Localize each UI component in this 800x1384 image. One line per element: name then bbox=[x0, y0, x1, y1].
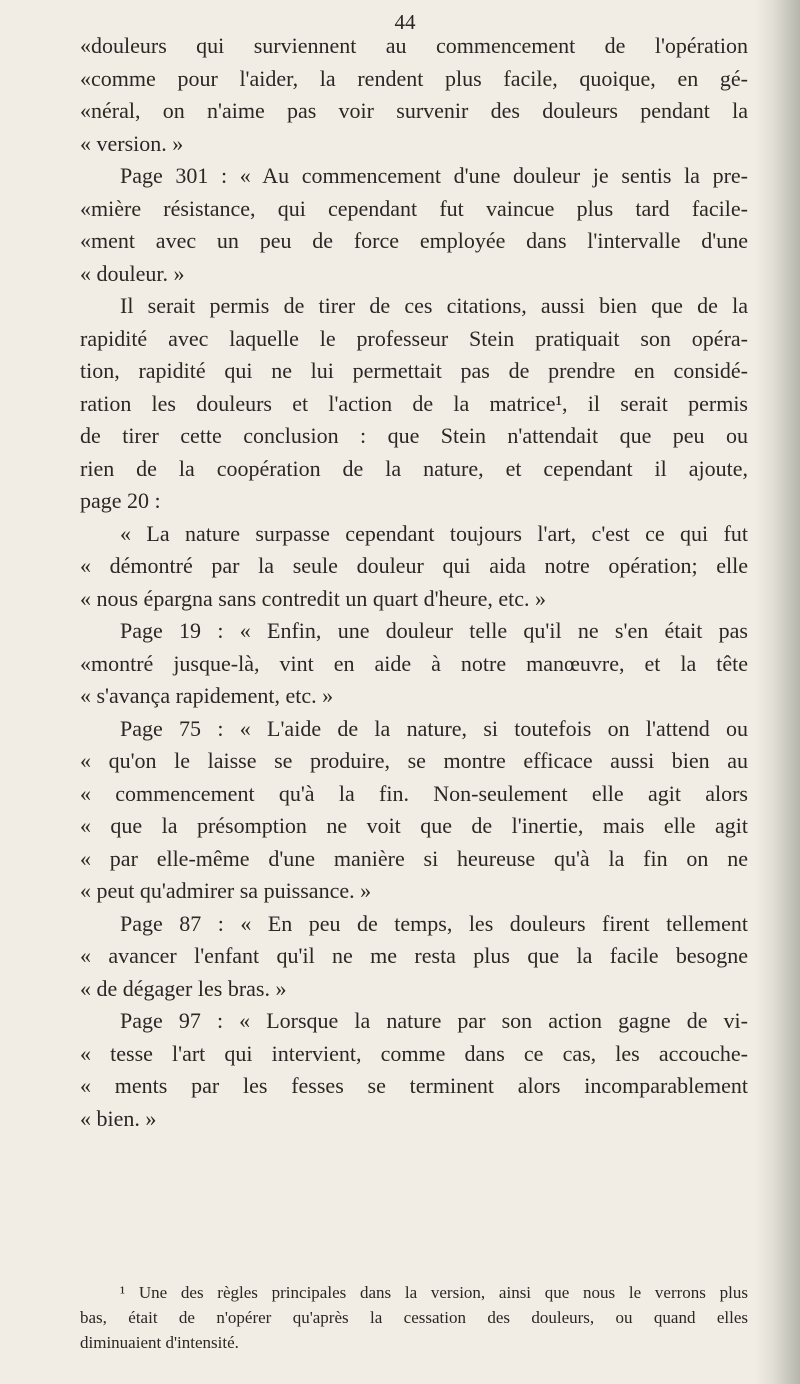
text-line: rien de la coopération de la nature, et cependant il ajoute, bbox=[80, 455, 748, 481]
text-line: de tirer cette conclusion : que Stein n'attendait que peu ou bbox=[80, 423, 748, 448]
text-line: « tesse l'art qui intervient, comme dans ce cas, les accouche- bbox=[80, 1040, 748, 1066]
text-line: « avancer l'enfant qu'il ne me resta plus que la facile besogne bbox=[80, 943, 748, 968]
text-line: page 20 : bbox=[80, 488, 161, 513]
text-line: «mière résistance, qui cependant fut vaincue plus tard facile- bbox=[80, 195, 748, 221]
text-line: tion, rapidité qui ne lui permettait pas de prendre en considé- bbox=[80, 358, 748, 383]
text-line: « douleur. » bbox=[80, 260, 185, 286]
text-line: «montré jusque-là, vint en aide à notre manœuvre, et la tête bbox=[80, 650, 748, 676]
text-line: «douleurs qui surviennent au commencement de l'opération bbox=[80, 33, 748, 58]
page-number: 44 bbox=[394, 10, 416, 34]
text-line: « que la présomption ne voit que de l'inertie, mais elle agit bbox=[80, 813, 748, 838]
text-line: « version. » bbox=[80, 130, 184, 156]
text-line: « de dégager les bras. » bbox=[80, 975, 287, 1001]
text-line: « nous épargna sans contredit un quart d'heure, etc. » bbox=[80, 585, 547, 611]
text-line: Page 97 : « Lorsque la nature par son action gagne de vi- bbox=[120, 1008, 748, 1033]
text-line: «néral, on n'aime pas voir survenir des douleurs pendant la bbox=[80, 98, 748, 123]
footnote-line: ¹ Une des règles principales dans la version, ainsi que nous le verrons plus bbox=[120, 1283, 748, 1302]
text-line: «ment avec un peu de force employée dans l'intervalle d'une bbox=[80, 228, 748, 253]
text-line: Page 19 : « Enfin, une douleur telle qu'il ne s'en était pas bbox=[120, 618, 748, 643]
text-line: rapidité avec laquelle le professeur Stein pratiquait son opéra- bbox=[80, 325, 748, 351]
text-line: « ments par les fesses se terminent alors incomparablement bbox=[80, 1073, 748, 1098]
text-line: « commencement qu'à la fin. Non-seulement elle agit alors bbox=[80, 780, 748, 806]
text-line: « bien. » bbox=[80, 1105, 157, 1131]
text-line: « s'avança rapidement, etc. » bbox=[80, 683, 334, 708]
text-line: « qu'on le laisse se produire, se montre efficace aussi bien au bbox=[80, 748, 748, 773]
footnote-line: bas, était de n'opérer qu'après la cessation des douleurs, ou quand elles bbox=[80, 1308, 748, 1327]
text-line: «comme pour l'aider, la rendent plus facile, quoique, en gé- bbox=[80, 65, 748, 91]
text-line: Page 87 : « En peu de temps, les douleurs firent tellement bbox=[120, 910, 748, 936]
footnote bbox=[80, 1280, 748, 1355]
body-text bbox=[80, 30, 748, 1135]
text-line: Page 301 : « Au commencement d'une douleur je sentis la pre- bbox=[120, 163, 748, 188]
text-line: « La nature surpasse cependant toujours l'art, c'est ce qui fut bbox=[120, 520, 748, 546]
page-edge-shadow bbox=[754, 0, 800, 1384]
text-line: Page 75 : « L'aide de la nature, si toutefois on l'attend ou bbox=[120, 715, 748, 741]
text-line: « démontré par la seule douleur qui aida notre opération; elle bbox=[80, 553, 748, 578]
text-line: Il serait permis de tirer de ces citations, aussi bien que de la bbox=[120, 293, 748, 318]
text-line: ration les douleurs et l'action de la matrice¹, il serait permis bbox=[80, 390, 748, 416]
text-line: « par elle-même d'une manière si heureuse qu'à la fin on ne bbox=[80, 845, 748, 871]
text-line: « peut qu'admirer sa puissance. » bbox=[80, 878, 372, 903]
footnote-line: diminuaient d'intensité. bbox=[80, 1333, 239, 1352]
